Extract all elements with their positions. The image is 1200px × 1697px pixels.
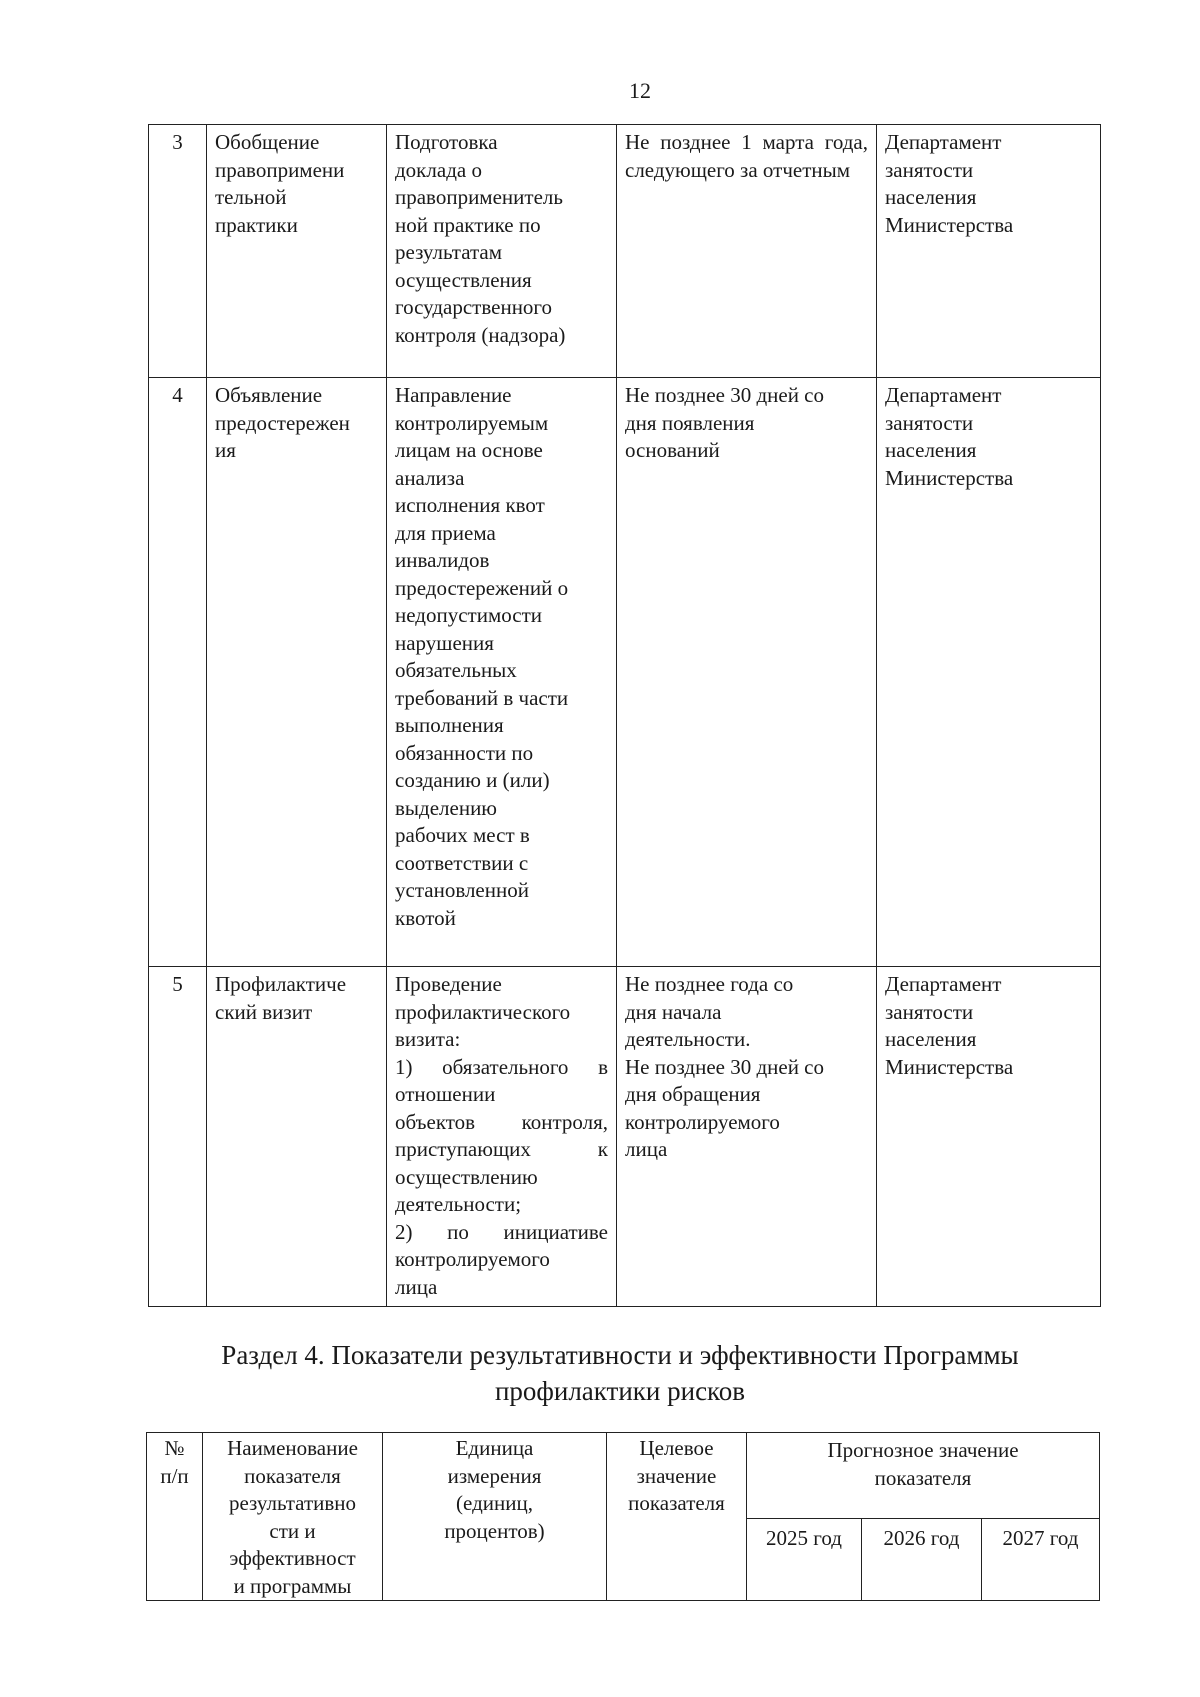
content-line: контролируемого xyxy=(395,1247,550,1271)
measure-term: Не позднее года со дня начала деятельности. Не позднее 30 дней со дня обращения контролируемого лица xyxy=(617,967,877,1307)
measure-content: Направление контролируемым лицам на основе анализа исполнения квот для приема инвалидов предостережений о недопустимости нарушения обязательных требований в части выполнения обязанности по созданию и (или) выделению рабочих мест в соответствии с установленной квотой xyxy=(387,378,617,967)
content-line: Проведение xyxy=(395,972,502,996)
content-line: осуществлению xyxy=(395,1164,538,1189)
header-year-2027: 2027 год xyxy=(982,1518,1100,1601)
measure-term: Не позднее 1 марта года, следующего за отчетным xyxy=(617,125,877,378)
section-heading: Раздел 4. Показатели результативности и эффективности Программы профилактики рисков xyxy=(221,1340,1019,1406)
header-target: Целевое значение показателя xyxy=(607,1433,747,1601)
header-unit: Единица измерения (единиц, процентов) xyxy=(383,1433,607,1601)
measure-content xyxy=(387,967,617,1307)
header-row xyxy=(147,1433,1100,1519)
header-year-2025: 2025 год xyxy=(747,1518,862,1601)
content-line: объектов контроля, xyxy=(395,1109,608,1134)
header-forecast: Прогнозное значение показателя xyxy=(747,1433,1100,1519)
page-number: 12 xyxy=(629,78,651,103)
measures-table xyxy=(148,124,1101,1307)
header-name: Наименование показателя результативно сти и эффективност и программы xyxy=(203,1433,383,1601)
header-num: № п/п xyxy=(147,1433,203,1601)
measure-name: Обобщение правопримени тельной практики xyxy=(207,125,387,378)
content-line: 2) по инициативе xyxy=(395,1219,608,1244)
row-number: 5 xyxy=(149,967,207,1307)
table-row xyxy=(149,125,1101,378)
content-line: визита: xyxy=(395,1027,461,1051)
header-year-2026: 2026 год xyxy=(862,1518,982,1601)
content-line: 1) обязательного в xyxy=(395,1054,608,1079)
measure-responsible: Департамент занятости населения Министерства xyxy=(877,378,1101,967)
table-row xyxy=(149,967,1101,1307)
table-row xyxy=(149,378,1101,967)
row-number: 3 xyxy=(149,125,207,378)
content-line: профилактического xyxy=(395,999,571,1024)
measure-name: Профилактиче ский визит xyxy=(207,967,387,1307)
measure-name: Объявление предостережен ия xyxy=(207,378,387,967)
content-line: отношении xyxy=(395,1082,496,1106)
content-line: деятельности; xyxy=(395,1192,522,1216)
indicators-table xyxy=(146,1432,1100,1601)
row-number: 4 xyxy=(149,378,207,967)
measure-content: Подготовка доклада о правоприменитель ной практике по результатам осуществления государственного контроля (надзора) xyxy=(387,125,617,378)
measure-term: Не позднее 30 дней со дня появления оснований xyxy=(617,378,877,967)
measure-responsible: Департамент занятости населения Министерства xyxy=(877,125,1101,378)
measure-responsible: Департамент занятости населения Министерства xyxy=(877,967,1101,1307)
content-line: лица xyxy=(395,1274,438,1299)
content-line: приступающих к xyxy=(395,1137,608,1161)
